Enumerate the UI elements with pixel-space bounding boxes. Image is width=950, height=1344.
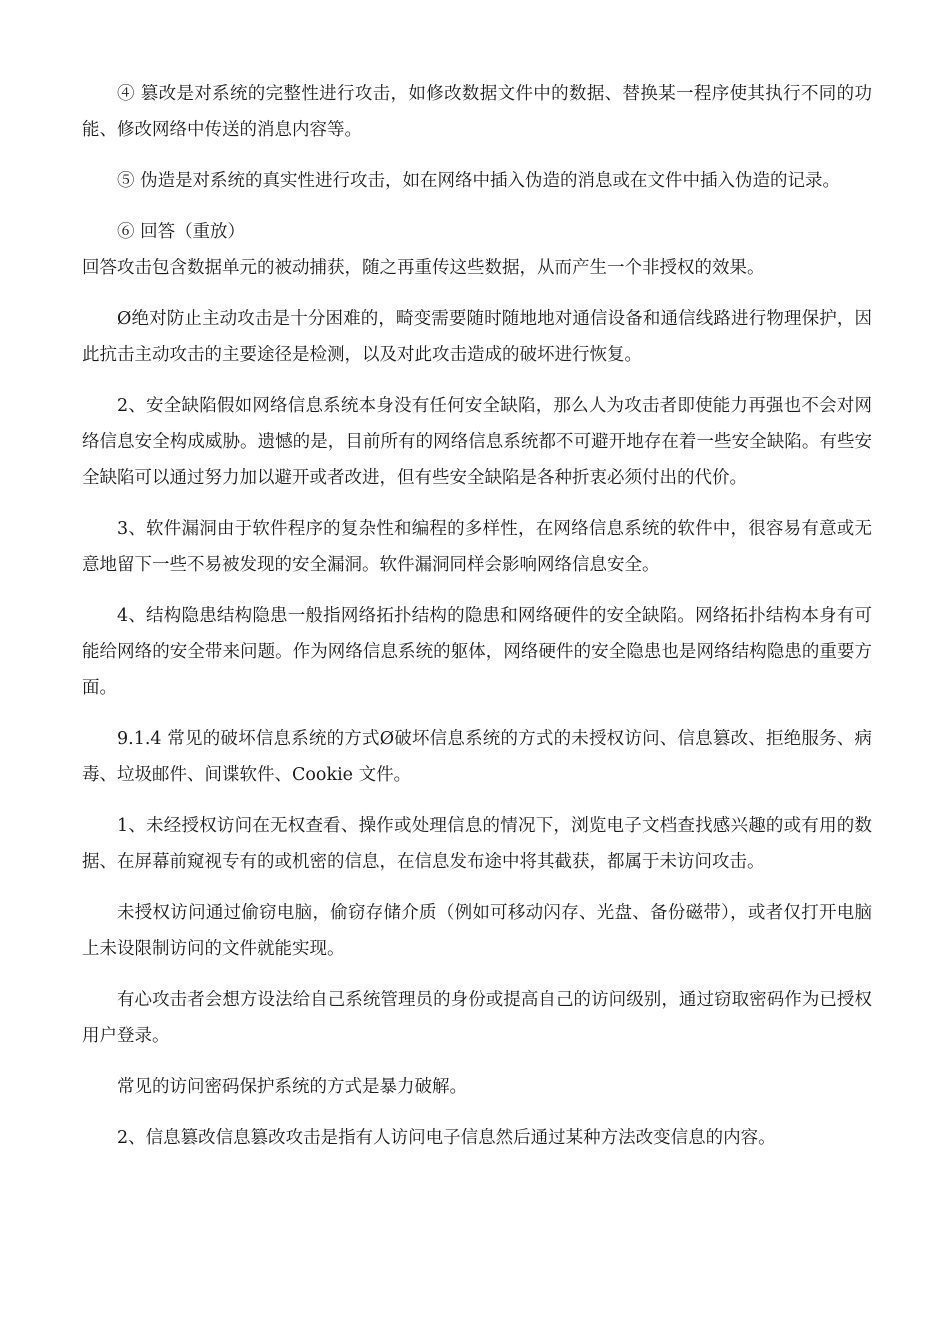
paragraph-section-9-1-4: 9.1.4 常见的破坏信息系统的方式Ø破坏信息系统的方式的未授权访问、信息篡改、拒绝服务、病毒、垃圾邮件、间谍软件、Cookie 文件。 xyxy=(82,729,872,785)
paragraph-replay-heading: ⑥ 回答（重放） xyxy=(117,222,246,242)
paragraph-active-attack-defense: Ø绝对防止主动攻击是十分困难的，畸变需要随时随地地对通信设备和通信线路进行物理保护，因此抗击主动攻击的主要途径是检测，以及对此攻击造成的破坏进行恢复。 xyxy=(82,309,872,365)
paragraph-security-flaws: 2、安全缺陷假如网络信息系统本身没有任何安全缺陷，那么人为攻击者即使能力再强也不会对网络信息安全构成威胁。遗憾的是，目前所有的网络信息系统都不可避开地存在着一些安全缺陷。有些安全缺陷可以通过努力加以避开或者改进，但有些安全缺陷是各种折衷必须付出的代价。 xyxy=(82,396,872,488)
paragraph-information-tampering: 2、信息篡改信息篡改攻击是指有人访问电子信息然后通过某种方法改变信息的内容。 xyxy=(117,1128,776,1148)
paragraph-replay-definition: 回答攻击包含数据单元的被动捕获，随之再重传这些数据，从而产生一个非授权的效果。 xyxy=(82,258,765,278)
document-page xyxy=(82,76,872,1171)
paragraph-brute-force: 常见的访问密码保护系统的方式是暴力破解。 xyxy=(117,1077,467,1097)
paragraph-software-vulnerabilities: 3、软件漏洞由于软件程序的复杂性和编程的多样性，在网络信息系统的软件中，很容易有意或无意地留下一些不易被发现的安全漏洞。软件漏洞同样会影响网络信息安全。 xyxy=(82,519,872,575)
paragraph-privilege-escalation: 有心攻击者会想方设法给自己系统管理员的身份或提高自己的访问级别，通过窃取密码作为已授权用户登录。 xyxy=(82,990,872,1046)
paragraph-forgery: ⑤ 伪造是对系统的真实性进行攻击，如在网络中插入伪造的消息或在文件中插入伪造的记录。 xyxy=(117,171,841,191)
paragraph-tampering: ④ 篡改是对系统的完整性进行攻击，如修改数据文件中的数据、替换某一程序使其执行不同的功能、修改网络中传送的消息内容等。 xyxy=(82,84,872,140)
paragraph-unauthorized-access-methods: 未授权访问通过偷窃电脑，偷窃存储介质（例如可移动闪存、光盘、备份磁带），或者仅打开电脑上未设限制访问的文件就能实现。 xyxy=(82,903,872,959)
paragraph-unauthorized-access: 1、未经授权访问在无权查看、操作或处理信息的情况下，浏览电子文档查找感兴趣的或有用的数据、在屏幕前窥视专有的或机密的信息，在信息发布途中将其截获，都属于未访问攻击。 xyxy=(82,816,872,872)
paragraph-structural-risks: 4、结构隐患结构隐患一般指网络拓扑结构的隐患和网络硬件的安全缺陷。网络拓扑结构本身有可能给网络的安全带来问题。作为网络信息系统的躯体，网络硬件的安全隐患也是网络结构隐患的重要方面。 xyxy=(82,606,872,698)
